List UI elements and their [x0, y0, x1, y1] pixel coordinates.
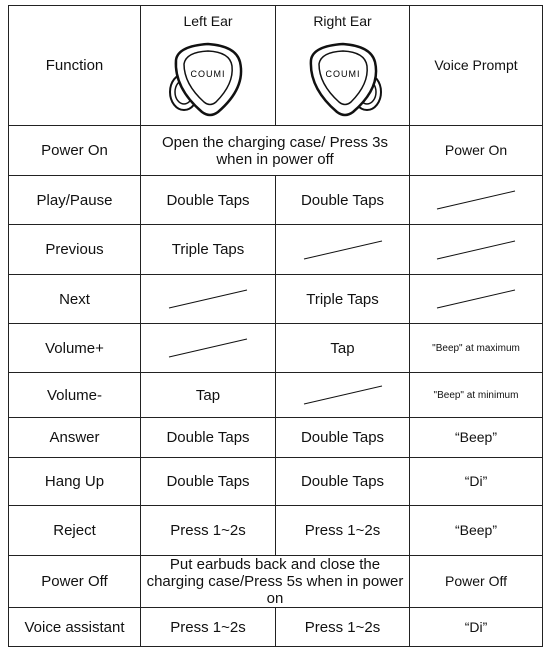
voice-prompt-cell: “Di” — [410, 608, 543, 647]
left-ear-cell: Press 1~2s — [141, 608, 276, 647]
table-body — [9, 126, 543, 647]
diagonal-slash-icon — [302, 384, 384, 406]
voice-prompt-cell: Power On — [410, 126, 543, 176]
function-cell: Previous — [9, 225, 141, 275]
function-cell: Power Off — [9, 556, 141, 608]
voice-prompt-cell: “Beep” — [410, 506, 543, 556]
table-row — [9, 126, 543, 176]
right-ear-cell: Triple Taps — [276, 275, 410, 324]
diagonal-slash-icon — [302, 239, 384, 261]
left-ear-cell: Tap — [141, 373, 276, 418]
function-cell: Next — [9, 275, 141, 324]
right-ear-cell — [276, 225, 410, 275]
function-cell: Power On — [9, 126, 141, 176]
right-ear-cell: Press 1~2s — [276, 506, 410, 556]
table-row — [9, 373, 543, 418]
left-ear-label: Left Ear — [183, 13, 233, 29]
table-row — [9, 324, 543, 373]
left-ear-cell: Triple Taps — [141, 225, 276, 275]
header-voice-prompt: Voice Prompt — [410, 6, 543, 126]
table-row — [9, 506, 543, 556]
function-cell: Play/Pause — [9, 176, 141, 225]
table-row — [9, 275, 543, 324]
slash-line — [437, 191, 515, 209]
diagonal-slash-icon — [435, 239, 517, 261]
voice-prompt-cell: Power Off — [410, 556, 543, 608]
left-ear-cell — [141, 324, 276, 373]
function-cell: Reject — [9, 506, 141, 556]
right-earbud-icon — [301, 40, 385, 120]
function-cell: Answer — [9, 418, 141, 458]
left-ear-cell: Double Taps — [141, 458, 276, 506]
diagonal-slash-icon — [167, 288, 249, 310]
diagonal-slash-icon — [435, 288, 517, 310]
slash-line — [437, 241, 515, 259]
left-right-merged-cell: Put earbuds back and close the charging case/Press 5s when in power on — [141, 556, 410, 608]
table-row — [9, 176, 543, 225]
voice-prompt-cell: "Beep" at minimum — [410, 373, 543, 418]
left-ear-cell: Press 1~2s — [141, 506, 276, 556]
voice-prompt-cell — [410, 275, 543, 324]
voice-prompt-cell: “Di” — [410, 458, 543, 506]
header-left-ear — [141, 6, 276, 126]
header-right-ear — [276, 6, 410, 126]
function-table — [8, 5, 543, 647]
function-cell: Volume+ — [9, 324, 141, 373]
left-right-merged-cell: Open the charging case/ Press 3s when in power off — [141, 126, 410, 176]
slash-line — [169, 290, 247, 308]
diagonal-slash-icon — [435, 189, 517, 211]
slash-line — [169, 339, 247, 357]
right-ear-cell: Double Taps — [276, 418, 410, 458]
table-row — [9, 608, 543, 647]
diagonal-slash-icon — [167, 337, 249, 359]
left-earbud-icon — [166, 40, 250, 120]
right-ear-cell: Tap — [276, 324, 410, 373]
left-ear-cell — [141, 275, 276, 324]
table-row — [9, 225, 543, 275]
function-cell: Volume- — [9, 373, 141, 418]
table-row — [9, 556, 543, 608]
table-row — [9, 458, 543, 506]
slash-line — [304, 241, 382, 259]
function-cell: Voice assistant — [9, 608, 141, 647]
slash-line — [437, 290, 515, 308]
slash-line — [304, 386, 382, 404]
left-ear-cell: Double Taps — [141, 418, 276, 458]
left-ear-cell: Double Taps — [141, 176, 276, 225]
function-cell: Hang Up — [9, 458, 141, 506]
right-ear-cell: Double Taps — [276, 458, 410, 506]
right-ear-cell — [276, 373, 410, 418]
right-ear-cell: Press 1~2s — [276, 608, 410, 647]
voice-prompt-cell — [410, 176, 543, 225]
voice-prompt-cell — [410, 225, 543, 275]
right-ear-label: Right Ear — [313, 13, 372, 29]
left-brand-text: COUMI — [190, 69, 226, 79]
voice-prompt-cell: "Beep" at maximum — [410, 324, 543, 373]
header-row — [9, 6, 543, 126]
right-ear-cell: Double Taps — [276, 176, 410, 225]
voice-prompt-cell: “Beep” — [410, 418, 543, 458]
table-row — [9, 418, 543, 458]
header-function: Function — [9, 6, 141, 126]
right-brand-text: COUMI — [325, 69, 360, 79]
